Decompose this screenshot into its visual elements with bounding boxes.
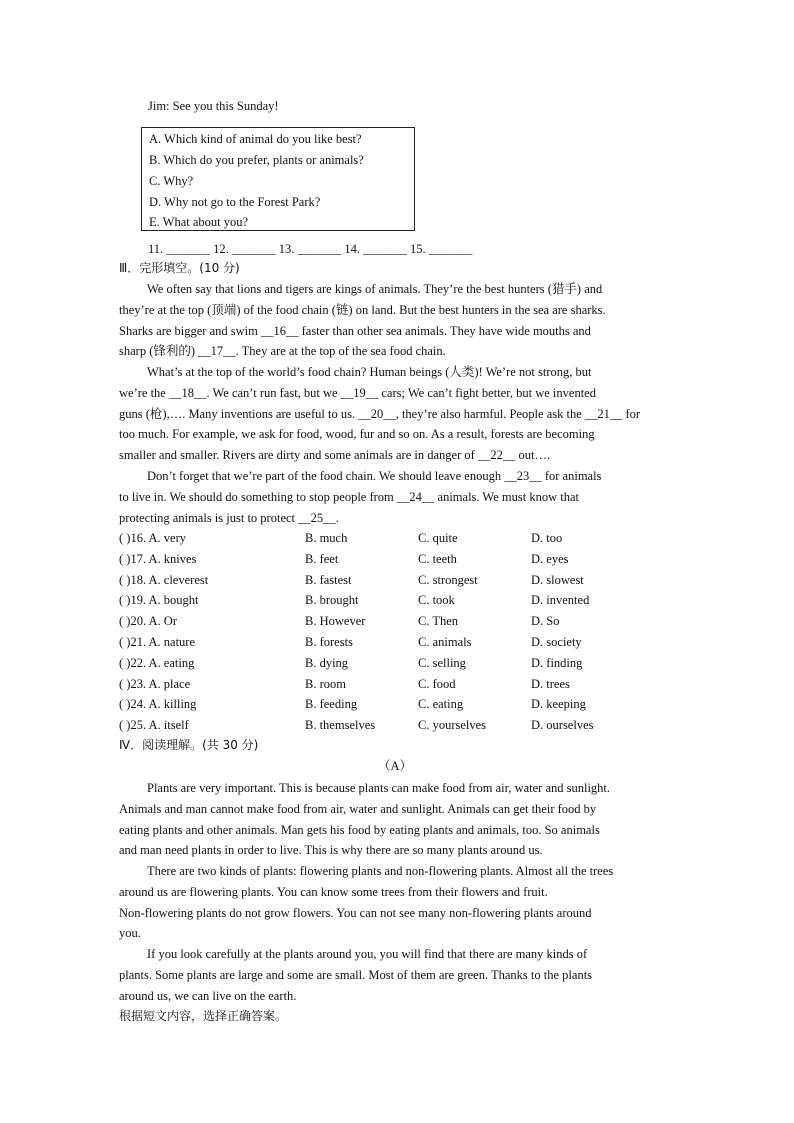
reading-p2-line: Non-flowering plants do not grow flowers. You can not see many non-flowering plants around [119, 905, 592, 920]
option-a: A. Which kind of animal do you like best? [149, 132, 362, 146]
mc-option-d: D. eyes [531, 552, 569, 566]
option-e: E. What about you? [149, 215, 249, 229]
cloze-p1-line: Sharks are bigger and swim __16__ faster than other sea animals. They have wide mouths and [119, 323, 591, 338]
mc-option-d: D. invented [531, 593, 590, 607]
cloze-p2-line: guns (枪),…. Many inventions are useful to us. __20__, they’re also harmful. People ask the __21__ for [119, 406, 641, 421]
mc-option-c: C. Then [418, 614, 459, 628]
option-b: B. Which do you prefer, plants or animals? [149, 153, 364, 167]
mc-question-stem: ( )20. A. Or [119, 614, 177, 628]
mc-question-stem: ( )24. A. killing [119, 697, 197, 711]
reading-p3-line: plants. Some plants are large and some are small. Most of them are green. Thanks to the plants [119, 967, 593, 982]
cloze-p2-line: we’re the __18__. We can’t run fast, but we __19__ cars; We can’t fight better, but we invented [119, 385, 596, 400]
mc-option-b: B. forests [305, 635, 353, 649]
mc-question-stem: ( )18. A. cleverest [119, 573, 209, 587]
cloze-p2-line: too much. For example, we ask for food, wood, fur and so on. As a result, forests are becoming [119, 427, 595, 442]
cloze-paragraph-1 [119, 279, 674, 362]
mc-option-b: B. feeding [305, 697, 358, 711]
mc-option-b: B. themselves [305, 718, 376, 732]
cloze-p3-line: protecting animals is just to protect __25__. [119, 510, 339, 525]
reading-paragraph-1 [119, 778, 674, 861]
section-3-heading: Ⅲ．完形填空。(10 分) [119, 261, 240, 275]
mc-option-d: D. ourselves [531, 718, 594, 732]
mc-question-stem: ( )17. A. knives [119, 552, 197, 566]
mc-question-stem: ( )21. A. nature [119, 635, 196, 649]
mc-option-d: D. So [531, 614, 560, 628]
mc-option-d: D. finding [531, 656, 583, 670]
cloze-p1-line: they’re at the top (顶端) of the food chain (链) on land. But the best hunters in the sea are sharks. [119, 302, 606, 317]
reading-p1-line: and man need plants in order to live. This is why there are so many plants around us. [119, 843, 543, 858]
reading-paragraph-3 [119, 944, 674, 1006]
cloze-p1-line: We often say that lions and tigers are kings of animals. They’re the best hunters (猎手) and [147, 282, 603, 296]
mc-option-c: C. teeth [418, 552, 457, 566]
reading-p2-line: There are two kinds of plants: flowering plants and non-flowering plants. Almost all the trees [147, 864, 614, 878]
mc-question-stem: ( )22. A. eating [119, 656, 195, 670]
mc-question-stem: ( )25. A. itself [119, 718, 189, 732]
reading-p1-line: eating plants and other animals. Man gets his food by eating plants and animals, too. So animals [119, 822, 600, 837]
reading-p2-line: you. [119, 926, 141, 941]
jim-dialogue-line: Jim: See you this Sunday! [148, 99, 279, 113]
mc-option-b: B. fastest [305, 573, 352, 587]
reading-p3-line: If you look carefully at the plants around you, you will find that there are many kinds of [147, 947, 588, 961]
mc-option-d: D. slowest [531, 573, 584, 587]
mc-option-c: C. eating [418, 697, 464, 711]
mc-option-c: C. food [418, 677, 456, 691]
mc-option-d: D. too [531, 531, 563, 545]
mc-option-b: B. much [305, 531, 348, 545]
mc-question-stem: ( )16. A. very [119, 531, 186, 545]
reading-paragraph-2 [119, 861, 674, 944]
mc-question-stem: ( )19. A. bought [119, 593, 199, 607]
mc-option-b: B. brought [305, 593, 359, 607]
cloze-p2-line: What’s at the top of the world’s food chain? Human beings (人类)! We’re not strong, but [147, 365, 592, 379]
mc-option-c: C. selling [418, 656, 466, 670]
mc-option-b: B. dying [305, 656, 349, 670]
mc-option-c: C. animals [418, 635, 472, 649]
reading-p2-line: around us are flowering plants. You can know some trees from their flowers and fruit. [119, 884, 548, 899]
options-box [141, 127, 415, 231]
instruction-text: 根据短文内容，选择正确答案。 [119, 1009, 288, 1023]
cloze-paragraph-3 [119, 466, 674, 528]
mc-option-b: B. However [305, 614, 366, 628]
mc-option-b: B. feet [305, 552, 339, 566]
mc-option-c: C. quite [418, 531, 458, 545]
section-4-heading: Ⅳ．阅读理解。(共 30 分) [119, 738, 259, 752]
mc-option-c: C. strongest [418, 573, 478, 587]
mc-option-d: D. keeping [531, 697, 586, 711]
reading-p1-line: Animals and man cannot make food from air, water and sunlight. Animals can get their food by [119, 801, 597, 816]
mc-option-c: C. yourselves [418, 718, 487, 732]
mc-option-d: D. trees [531, 677, 570, 691]
option-c: C. Why? [149, 174, 194, 188]
cloze-p1-line: sharp (锋利的) __17__. They are at the top of the sea food chain. [119, 344, 446, 359]
cloze-paragraph-2 [119, 362, 674, 466]
mc-option-c: C. took [418, 593, 455, 607]
reading-p1-line: Plants are very important. This is because plants can make food from air, water and sunlight. [147, 781, 611, 795]
cloze-p3-line: to live in. We should do something to stop people from __24__ animals. We must know that [119, 489, 579, 504]
cloze-p3-line: Don’t forget that we’re part of the food chain. We should leave enough __23__ for animals [147, 469, 602, 483]
cloze-p2-line: smaller and smaller. Rivers are dirty and some animals are in danger of __22__ out…. [119, 448, 551, 463]
mc-option-b: B. room [305, 677, 346, 691]
option-d: D. Why not go to the Forest Park? [149, 195, 321, 209]
passage-label: （A） [378, 759, 413, 773]
mc-question-stem: ( )23. A. place [119, 677, 191, 691]
answer-blanks-line: 11. _______ 12. _______ 13. _______ 14. _______ 15. _______ [148, 242, 473, 256]
mc-option-d: D. society [531, 635, 582, 649]
reading-p3-line: around us, we can live on the earth. [119, 988, 297, 1003]
